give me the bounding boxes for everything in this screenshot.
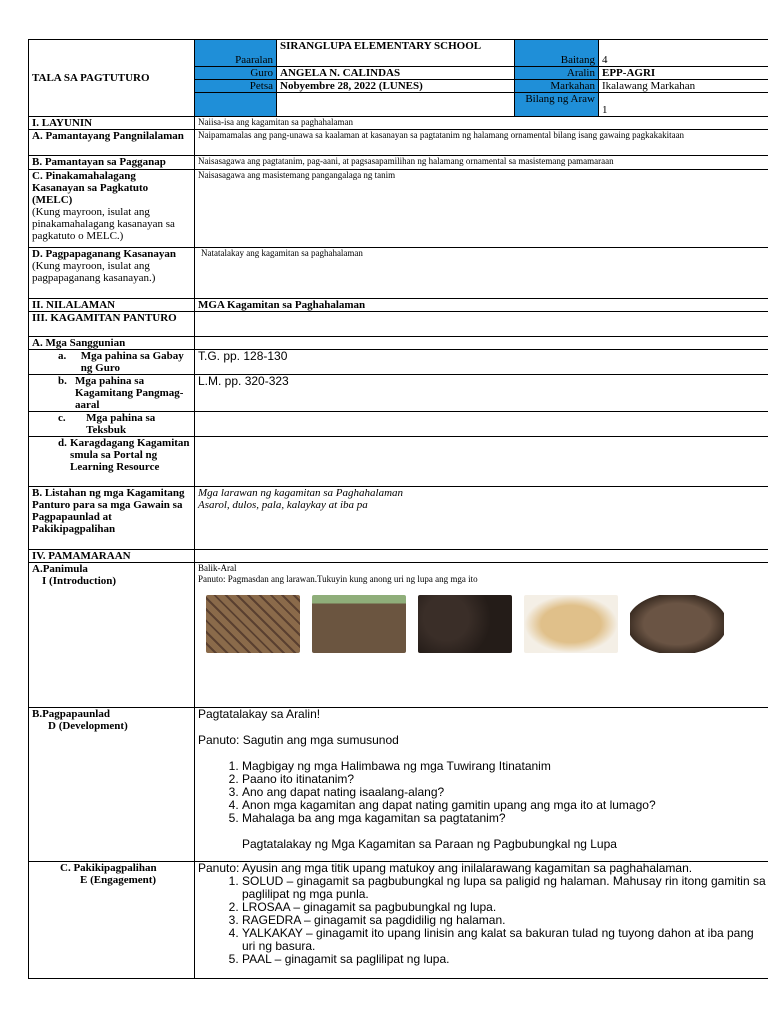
eng-panuto: Panuto: Ayusin ang mga titik upang matukoy ang inilalarawang kagamitan sa paghahalaman. xyxy=(198,861,693,875)
guro-value: ANGELA N. CALINDAS xyxy=(277,67,515,80)
pamamaraan-heading: IV. PAMAMARAAN xyxy=(29,550,195,563)
pagpapa-note: (Kung mayroon, isulat ang pagpapaganang kasanayan.) xyxy=(32,260,156,284)
listahan-label: B. Listahan ng mga Kagamitang Panturo para sa mga Gawain sa Pagpapaunlad at Pakikipagpalihan xyxy=(29,487,195,550)
pakikipagpalihan-cell xyxy=(29,862,195,979)
eng-item: 5. PAAL – ginagamit sa paglilipat ng lupa. xyxy=(242,953,766,966)
petsa-value: Nobyembre 28, 2022 (LUNES) xyxy=(277,80,515,93)
clay-soil-image xyxy=(630,595,724,653)
pagpapaunlad-label: B.Pagpapaunlad xyxy=(32,708,110,720)
sanggunian-heading: A. Mga Sanggunian xyxy=(29,337,195,350)
eng-item: 1. SOLUD – ginagamit sa pagbubungkal ng lupa sa paligid ng halaman. Mahusay rin itong gamitin sa paglilipat ng mga punla. xyxy=(242,875,766,901)
tala-title: TALA SA PAGTUTURO xyxy=(29,40,195,117)
dev-question-list xyxy=(198,760,766,825)
bilang-label: Bilang ng Araw xyxy=(515,93,599,117)
panimula-label: A.Panimula xyxy=(32,563,88,575)
karag-label: Karagdagang Kagamitan smula sa Portal ng Learning Resource xyxy=(70,437,190,473)
pamantayang-value: Naipamamalas ang pang-unawa sa kaalaman at kasanayan sa pagtatanim ng halamang ornamental bilang isang gawaing pagkakakitaan xyxy=(195,130,768,156)
pagpapaunlad-sub: D (Development) xyxy=(48,720,128,732)
dev-question: 2. Paano ito itinatanim? xyxy=(242,773,766,786)
mag-row xyxy=(29,375,195,412)
paki-sub: E (Engagement) xyxy=(80,874,157,886)
mag-label: Mga pahina sa Kagamitang Pangmag-aaral xyxy=(75,375,184,411)
pagpapa-label: D. Pagpapaganang Kasanayan xyxy=(32,248,176,260)
layunin-value: Naiisa-isa ang kagamitan sa paghahalaman xyxy=(195,117,768,130)
balik-aral: Balik-Aral xyxy=(198,563,237,573)
teks-label: Mga pahina sa Teksbuk xyxy=(86,412,156,436)
dev-footer: Pagtatalakay ng Mga Kagamitan sa Paraan ng Pagbubungkal ng Lupa xyxy=(242,837,617,851)
eng-item: 2. LROSAA – ginagamit sa pagbubungkal ng lupa. xyxy=(242,901,766,914)
listahan-value-1: Mga larawan ng kagamitan sa Paghahalaman xyxy=(198,487,404,499)
panimula-panuto: Panuto: Pagmasdan ang larawan.Tukuyin kung anong uri ng lupa ang mga ito xyxy=(198,574,478,584)
listahan-cell xyxy=(195,487,768,550)
grassy-soil-image xyxy=(312,595,406,653)
kagamitan-heading: III. KAGAMITAN PANTURO xyxy=(29,312,195,337)
pagpapaunlad-cell xyxy=(29,708,195,862)
nilalaman-heading: II. NILALAMAN xyxy=(29,299,195,312)
sand-image xyxy=(524,595,618,653)
layunin-heading: I. LAYUNIN xyxy=(29,117,195,130)
dev-question: 5. Mahalaga ba ang mga kagamitan sa pagtatanim? xyxy=(242,812,766,825)
gabay-bullet: a. xyxy=(58,350,67,362)
dark-loam-soil-image xyxy=(418,595,512,653)
paaralan-label: Paaralan xyxy=(195,40,277,67)
gabay-value: T.G. pp. 128-130 xyxy=(195,350,768,375)
panimula-content xyxy=(195,563,768,708)
gabay-row xyxy=(29,350,195,375)
teks-row xyxy=(29,412,195,437)
paki-label: C. Pakikipagpalihan xyxy=(60,862,157,874)
markahan-label: Markahan xyxy=(515,80,599,93)
melc-label: C. Pinakamahalagang Kasanayan sa Pagkatuto (MELC) xyxy=(32,170,149,206)
nilalaman-value: MGA Kagamitan sa Paghahalaman xyxy=(195,299,768,312)
melc-cell xyxy=(29,170,195,248)
engagement-content xyxy=(195,862,768,979)
pamantayang-label: A. Pamantayang Pangnilalaman xyxy=(29,130,195,156)
dry-cracked-soil-image xyxy=(206,595,300,653)
pagganap-value: Naisasagawa ang pagtatanim, pag-aani, at pagsasapamilihan ng halamang ornamental sa masistemang pamamaraan xyxy=(195,156,768,170)
paaralan-value: SIRANGLUPA ELEMENTARY SCHOOL xyxy=(277,40,515,67)
lesson-plan-document xyxy=(28,39,768,979)
aralin-label: Aralin xyxy=(515,67,599,80)
markahan-value: Ikalawang Markahan xyxy=(599,80,768,93)
guro-label: Guro xyxy=(195,67,277,80)
pagganap-label: B. Pamantayan sa Pagganap xyxy=(29,156,195,170)
panimula-sub: I (Introduction) xyxy=(42,575,117,587)
melc-note: (Kung mayroon, isulat ang pinakamahalagang kasanayan sa pagkatuto o MELC.) xyxy=(32,206,175,242)
petsa-label: Petsa xyxy=(195,80,277,93)
baitang-value: 4 xyxy=(599,40,768,67)
dev-title: Pagtatalakay sa Aralin! xyxy=(198,707,321,721)
dev-panuto: Panuto: Sagutin ang mga sumusunod xyxy=(198,733,399,747)
eng-item-list xyxy=(198,875,766,966)
baitang-label: Baitang xyxy=(515,40,599,67)
mag-value: L.M. pp. 320-323 xyxy=(195,375,768,412)
dev-question: 4. Anon mga kagamitan ang dapat nating gamitin upang ang mga ito at lumago? xyxy=(242,799,766,812)
listahan-value-2: Asarol, dulos, pala, kalaykay at iba pa xyxy=(198,499,368,511)
panimula-cell xyxy=(29,563,195,708)
dev-question: 1. Magbigay ng mga Halimbawa ng mga Tuwirang Itinatanim xyxy=(242,760,766,773)
eng-item: 3. RAGEDRA – ginagamit sa pagdidilig ng halaman. xyxy=(242,914,766,927)
teks-bullet: c. xyxy=(58,412,66,424)
melc-value: Naisasagawa ang masistemang pangangalaga ng tanim xyxy=(195,170,768,248)
soil-images xyxy=(206,595,766,661)
development-content xyxy=(195,708,768,862)
aralin-value: EPP-AGRI xyxy=(599,67,768,80)
pagpapa-cell xyxy=(29,248,195,299)
dev-question: 3. Ano ang dapat nating isaalang-alang? xyxy=(242,786,766,799)
gabay-label: Mga pahina sa Gabay ng Guro xyxy=(80,350,184,374)
eng-item: 4. YALKAKAY – ginagamit ito upang linisin ang kalat sa bakuran tulad ng tuyong dahon at iba pang uri ng basura. xyxy=(242,927,766,953)
karag-row xyxy=(29,437,195,487)
karag-bullet: d. xyxy=(58,437,67,449)
bilang-value: 1 xyxy=(599,93,768,117)
pagpapa-value: Natatalakay ang kagamitan sa paghahalaman xyxy=(195,248,768,299)
mag-bullet: b. xyxy=(58,375,67,387)
